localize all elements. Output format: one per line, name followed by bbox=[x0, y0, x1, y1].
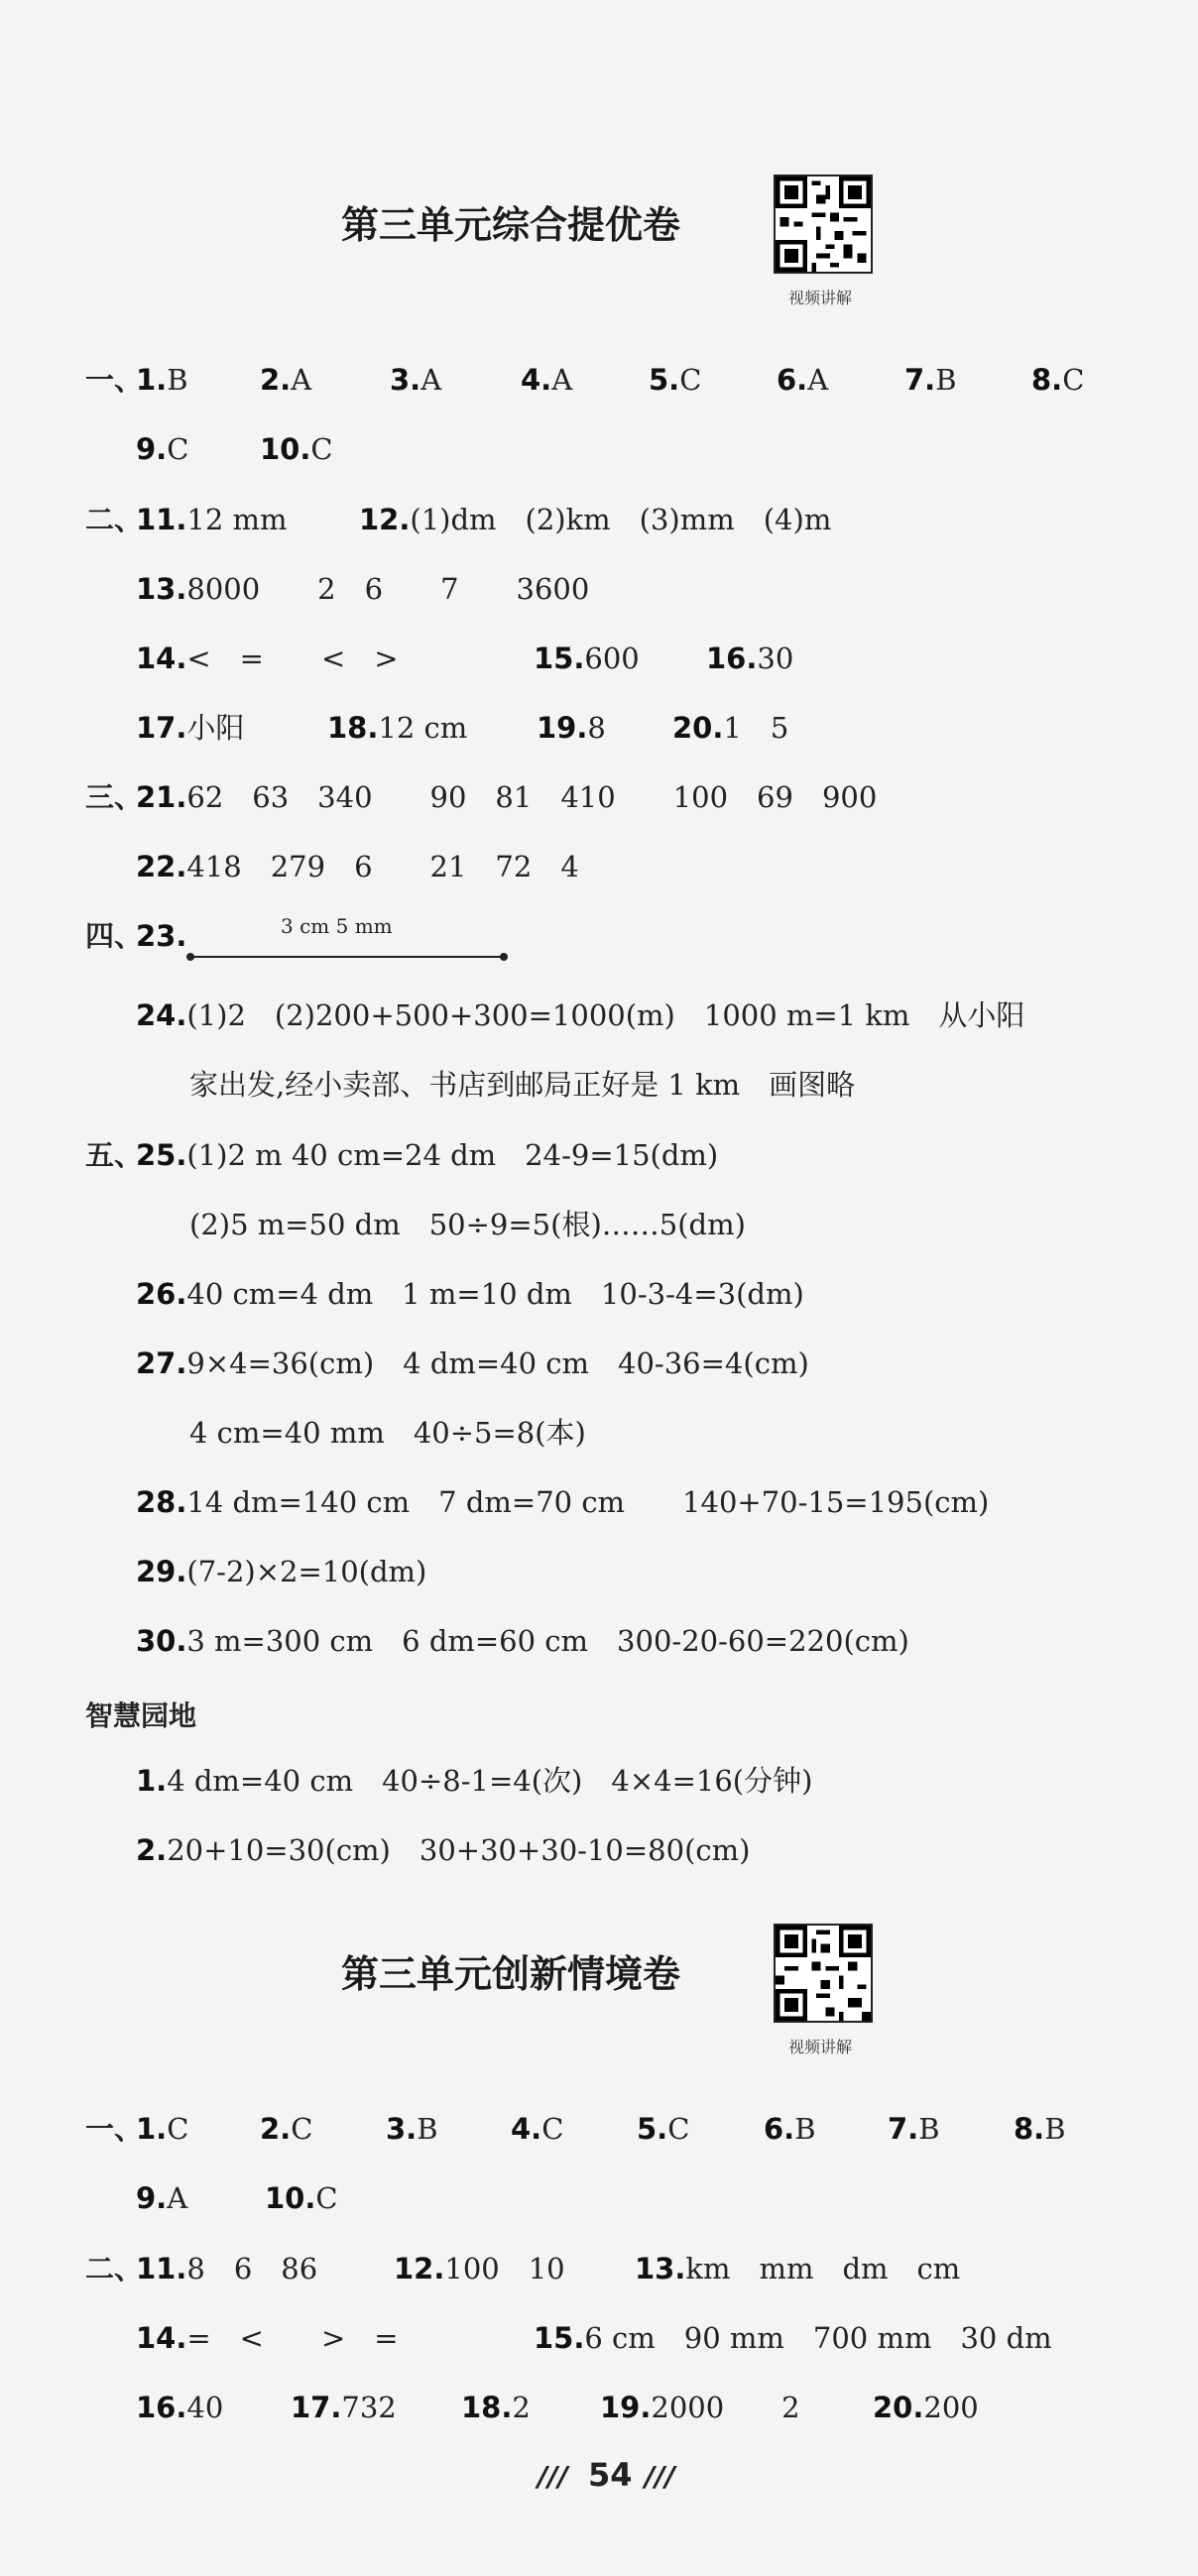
answer-item: 21.62 63 340 90 81 410 100 69 900 bbox=[136, 780, 878, 814]
answer-row bbox=[85, 363, 143, 397]
answer-item: 16.30 bbox=[706, 642, 794, 675]
qr-code-icon[interactable] bbox=[774, 175, 873, 274]
qr-code-icon[interactable] bbox=[774, 1924, 873, 2023]
answer-item: 15.600 bbox=[534, 642, 640, 675]
answer-item: 28.14 dm=140 cm 7 dm=70 cm 140+70-15=195(cm) bbox=[136, 1485, 990, 1519]
section-label: 一、 bbox=[85, 363, 144, 397]
answer-item: 13.8000 2 6 7 3600 bbox=[136, 572, 590, 606]
answer-item: 6.A bbox=[777, 363, 829, 397]
answer-item: 2.C bbox=[260, 2112, 313, 2146]
answer-item: 17.小阳 bbox=[136, 711, 245, 745]
answer-item: 8.C bbox=[1031, 363, 1085, 397]
answer-item: 9.C bbox=[136, 432, 189, 466]
section-label: 一、 bbox=[85, 2112, 144, 2146]
answer-item: 2.A bbox=[260, 363, 312, 397]
answer-item: 19.2000 2 bbox=[600, 2391, 800, 2424]
answer-item: 22.418 279 6 21 72 4 bbox=[136, 850, 579, 883]
answer-item: 1.B bbox=[136, 363, 188, 397]
answer-row bbox=[85, 1138, 143, 1172]
answer-item: 1.4 dm=40 cm 40÷8-1=4(次) 4×4=16(分钟) bbox=[136, 1764, 813, 1798]
answer-item: 2.20+10=30(cm) 30+30+30-10=80(cm) bbox=[136, 1833, 751, 1867]
answer-item: 30.3 m=300 cm 6 dm=60 cm 300-20-60=220(cm) bbox=[136, 1624, 909, 1658]
section-label: 二、 bbox=[85, 503, 144, 536]
answer-row bbox=[85, 780, 143, 814]
answer-item: 20.1 5 bbox=[672, 711, 789, 745]
section-label: 五、 bbox=[85, 1138, 144, 1172]
answer-item: 19.8 bbox=[537, 711, 606, 745]
section-label: 二、 bbox=[85, 2252, 144, 2285]
answer-item: 7.B bbox=[904, 363, 957, 397]
answer-item: 10.C bbox=[265, 2181, 338, 2215]
answer-item: 14.= < > = bbox=[136, 2321, 399, 2355]
section-title-innovative: 第三单元创新情境卷 bbox=[341, 1952, 681, 1996]
answer-row bbox=[85, 503, 143, 536]
answer-row bbox=[85, 2252, 143, 2285]
answer-item: 10.C bbox=[260, 432, 333, 466]
answer-item: (2)5 m=50 dm 50÷9=5(根)……5(dm) bbox=[189, 1208, 746, 1241]
answer-item: 23. bbox=[136, 919, 187, 953]
wisdom-garden-heading: 智慧园地 bbox=[85, 1699, 197, 1732]
answer-item: 16.40 bbox=[136, 2391, 224, 2424]
answer-item: 13.km mm dm cm bbox=[635, 2252, 961, 2285]
answer-item: 3.B bbox=[386, 2112, 438, 2146]
answer-item: 24.(1)2 (2)200+500+300=1000(m) 1000 m=1 km 从小阳 bbox=[136, 998, 1025, 1032]
section-label: 四、 bbox=[85, 919, 144, 953]
answer-item: 11.8 6 86 bbox=[136, 2252, 318, 2285]
segment-endpoint bbox=[500, 953, 508, 961]
answer-item: 5.C bbox=[637, 2112, 690, 2146]
answer-item: 5.C bbox=[649, 363, 702, 397]
answer-item: 4.C bbox=[511, 2112, 564, 2146]
qr-label: 视频讲解 bbox=[788, 289, 853, 307]
answer-item: 26.40 cm=4 dm 1 m=10 dm 10-3-4=3(dm) bbox=[136, 1277, 804, 1311]
answer-item: 家出发,经小卖部、书店到邮局正好是 1 km 画图略 bbox=[189, 1068, 856, 1102]
answer-item: 4 cm=40 mm 40÷5=8(本) bbox=[189, 1416, 586, 1450]
answer-item: 17.732 bbox=[291, 2391, 397, 2424]
answer-item: 6.B bbox=[764, 2112, 816, 2146]
answer-item: 14.< = < > bbox=[136, 642, 399, 675]
answer-item: 8.B bbox=[1014, 2112, 1066, 2146]
answer-item: 12.(1)dm (2)km (3)mm (4)m bbox=[359, 503, 832, 536]
line-segment bbox=[190, 956, 504, 958]
page-mark-right: /// bbox=[645, 2460, 675, 2493]
answer-item: 29.(7-2)×2=10(dm) bbox=[136, 1555, 427, 1588]
answer-item: 25.(1)2 m 40 cm=24 dm 24-9=15(dm) bbox=[136, 1138, 719, 1172]
answer-item: 18.12 cm bbox=[327, 711, 468, 745]
answer-item: 20.200 bbox=[873, 2391, 979, 2424]
answer-item: 27.9×4=36(cm) 4 dm=40 cm 40-36=4(cm) bbox=[136, 1347, 809, 1380]
answer-item: 11.12 mm bbox=[136, 503, 288, 536]
answer-item: 3.A bbox=[390, 363, 442, 397]
answer-row bbox=[85, 919, 143, 953]
answer-item: 18.2 bbox=[461, 2391, 531, 2424]
answer-item: 9.A bbox=[136, 2181, 188, 2215]
qr-label: 视频讲解 bbox=[788, 2038, 853, 2056]
page-number: 54 bbox=[588, 2456, 633, 2494]
segment-length-label: 3 cm 5 mm bbox=[281, 914, 393, 938]
section-title-comprehensive: 第三单元综合提优卷 bbox=[341, 203, 681, 247]
answer-row bbox=[85, 2112, 143, 2146]
section-label: 三、 bbox=[85, 780, 144, 814]
page-mark-left: /// bbox=[538, 2460, 568, 2493]
answer-item: 4.A bbox=[521, 363, 573, 397]
answer-item: 12.100 10 bbox=[394, 2252, 565, 2285]
answer-item: 1.C bbox=[136, 2112, 189, 2146]
answer-item: 7.B bbox=[888, 2112, 940, 2146]
answer-item: 15.6 cm 90 mm 700 mm 30 dm bbox=[534, 2321, 1052, 2355]
